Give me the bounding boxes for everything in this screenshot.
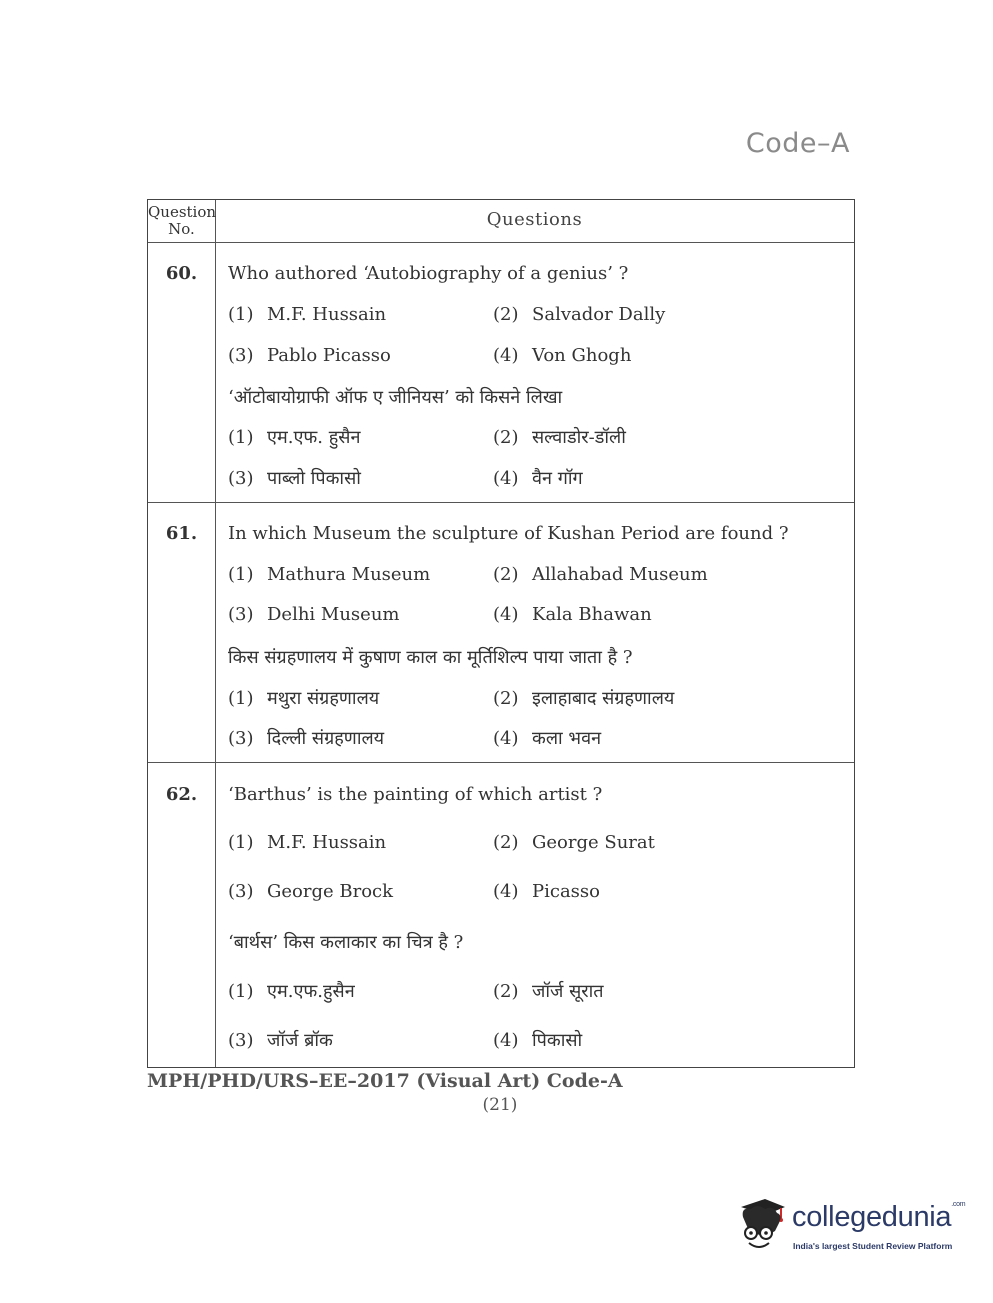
row-divider xyxy=(148,762,854,763)
row-divider xyxy=(148,502,854,503)
question-table xyxy=(147,199,855,1068)
option-en-2: (2) George Surat xyxy=(493,832,655,853)
question-number: 61. xyxy=(165,523,198,544)
option-hi-2: (2) जॉर्ज सूरात xyxy=(493,981,604,1002)
option-hi-3: (3) पाब्लो पिकासो xyxy=(228,468,361,489)
option-hi-1: (1) एम.एफ.हुसैन xyxy=(228,981,355,1002)
option-hi-1: (1) एम.एफ. हुसैन xyxy=(228,427,361,448)
page-number: (21) xyxy=(482,1095,518,1115)
option-en-3: (3) George Brock xyxy=(228,881,394,902)
student-mascot-icon xyxy=(735,1195,791,1255)
brand-logo[interactable] xyxy=(735,1193,965,1263)
header-question-no-line2: No. xyxy=(168,220,195,238)
option-en-1: (1) Mathura Museum xyxy=(228,564,431,585)
exam-footer: MPH/PHD/URS–EE–2017 (Visual Art) Code-A xyxy=(147,1070,623,1092)
question-number: 62. xyxy=(165,784,198,805)
option-hi-4: (4) वैन गॉग xyxy=(493,468,583,489)
option-hi-3: (3) जॉर्ज ब्रॉक xyxy=(228,1030,333,1051)
header-question-no-line1: Question xyxy=(148,203,217,221)
option-hi-4: (4) कला भवन xyxy=(493,728,602,749)
option-en-4: (4) Picasso xyxy=(493,881,600,902)
header-divider xyxy=(148,242,854,243)
question-text-en: In which Museum the sculpture of Kushan Period are found ? xyxy=(228,523,789,544)
brand-tagline: India's largest Student Review Platform xyxy=(793,1241,953,1251)
question-text-en: ‘Barthus’ is the painting of which artist ? xyxy=(228,784,603,805)
question-number: 60. xyxy=(165,263,198,284)
option-hi-4: (4) पिकासो xyxy=(493,1030,583,1051)
option-hi-1: (1) मथुरा संग्रहणालय xyxy=(228,688,380,709)
column-divider xyxy=(215,200,216,1067)
option-en-2: (2) Allahabad Museum xyxy=(493,564,708,585)
brand-name: collegedunia$^{.com}$ xyxy=(792,1201,966,1233)
option-en-4: (4) Kala Bhawan xyxy=(493,604,652,625)
option-en-3: (3) Pablo Picasso xyxy=(228,345,391,366)
option-hi-2: (2) इलाहाबाद संग्रहणालय xyxy=(493,688,675,709)
question-text-en: Who authored ‘Autobiography of a genius’ ? xyxy=(228,263,629,284)
option-en-1: (1) M.F. Hussain xyxy=(228,832,387,853)
option-en-1: (1) M.F. Hussain xyxy=(228,304,387,325)
option-hi-3: (3) दिल्ली संग्रहणालय xyxy=(228,728,385,749)
header-questions: Questions xyxy=(486,209,583,230)
option-hi-2: (2) सल्वाडोर-डॉली xyxy=(493,427,626,448)
option-en-3: (3) Delhi Museum xyxy=(228,604,400,625)
header-question-no xyxy=(148,204,215,238)
question-text-hi: ‘बार्थस’ किस कलाकार का चित्र है ? xyxy=(228,932,464,953)
code-label: Code–A xyxy=(745,128,850,159)
option-en-4: (4) Von Ghogh xyxy=(493,345,632,366)
question-text-hi: किस संग्रहणालय में कुषाण काल का मूर्तिशिल्प पाया जाता है ? xyxy=(228,647,633,668)
question-text-hi: ‘ऑटोबायोग्राफी ऑफ ए जीनियस’ को किसने लिखा xyxy=(228,387,563,408)
option-en-2: (2) Salvador Dally xyxy=(493,304,666,325)
